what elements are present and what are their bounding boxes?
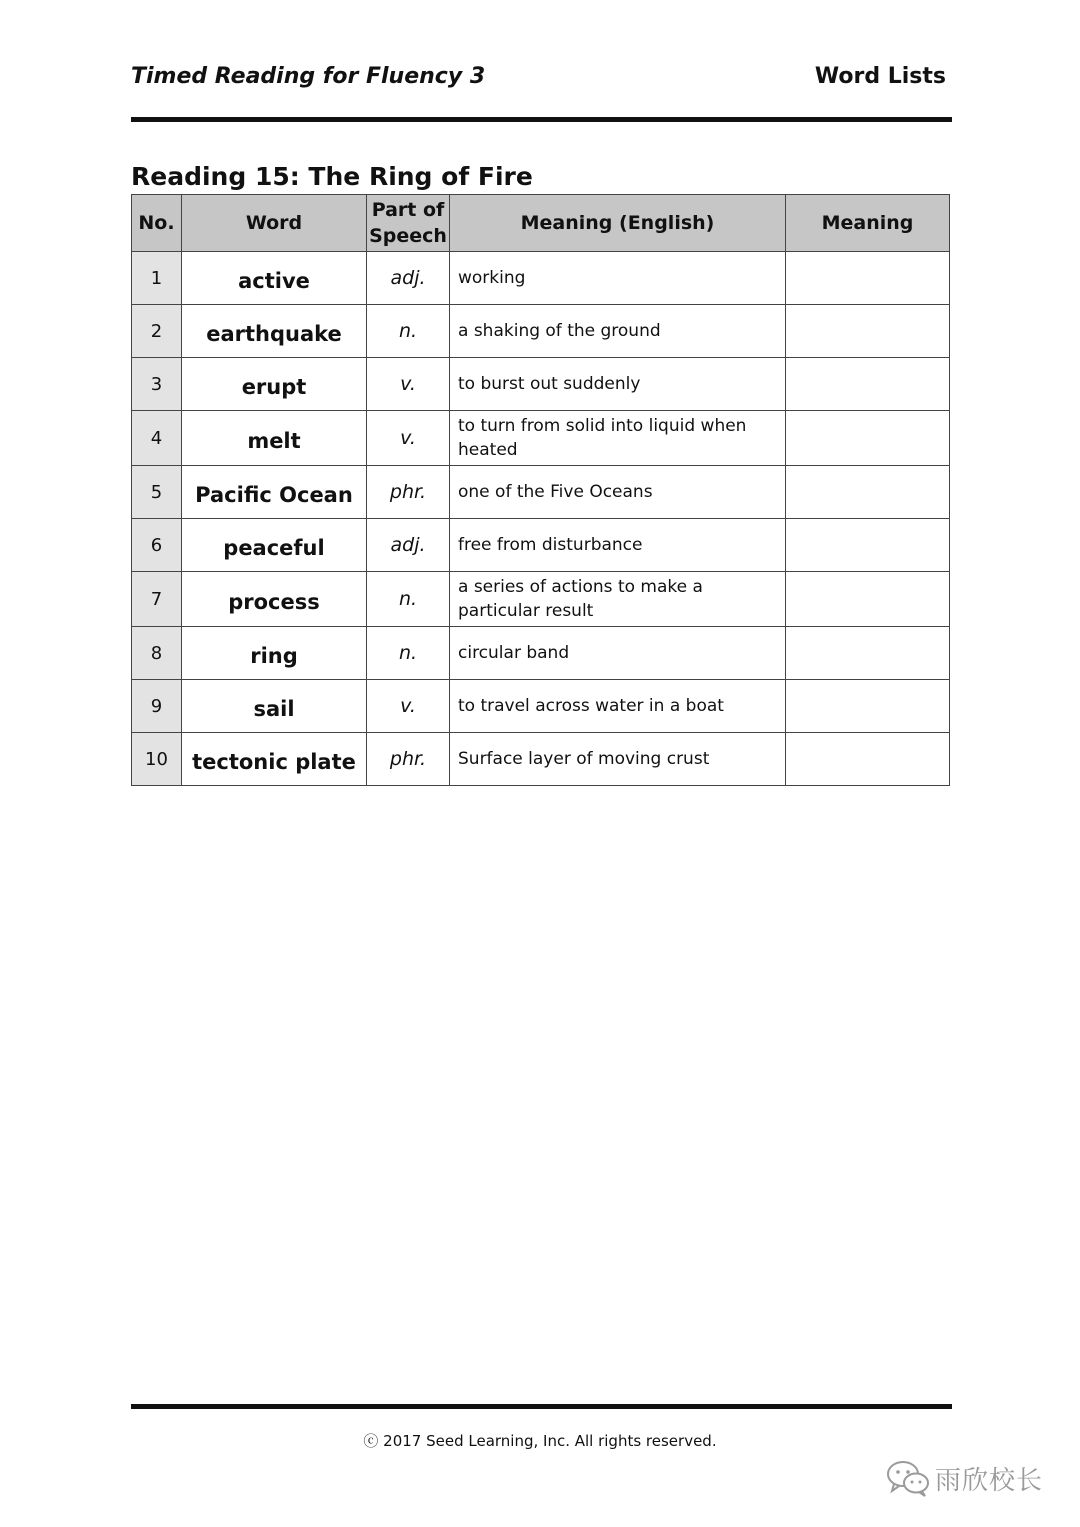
vocab-word: ring [182, 627, 367, 680]
english-definition: circular band [450, 627, 786, 680]
meaning-blank[interactable] [786, 466, 950, 519]
header-divider [131, 117, 952, 122]
vocab-word: process [182, 572, 367, 627]
row-number: 8 [132, 627, 182, 680]
english-definition: to travel across water in a boat [450, 680, 786, 733]
part-of-speech: v. [367, 358, 450, 411]
part-of-speech: n. [367, 627, 450, 680]
vocab-word: sail [182, 680, 367, 733]
row-number: 9 [132, 680, 182, 733]
row-number: 3 [132, 358, 182, 411]
vocab-word: melt [182, 411, 367, 466]
table-row [132, 252, 950, 305]
row-number: 6 [132, 519, 182, 572]
header-pos-line2: Speech [369, 225, 447, 247]
part-of-speech: phr. [367, 466, 450, 519]
meaning-blank[interactable] [786, 572, 950, 627]
footer-divider [131, 1404, 952, 1409]
word-list-table [131, 194, 950, 786]
meaning-blank[interactable] [786, 680, 950, 733]
row-number: 10 [132, 733, 182, 786]
english-definition: to burst out suddenly [450, 358, 786, 411]
meaning-blank[interactable] [786, 305, 950, 358]
english-definition: a shaking of the ground [450, 305, 786, 358]
header-meaning-english: Meaning (English) [450, 195, 786, 252]
row-number: 2 [132, 305, 182, 358]
part-of-speech: n. [367, 572, 450, 627]
part-of-speech: v. [367, 680, 450, 733]
english-definition: free from disturbance [450, 519, 786, 572]
row-number: 5 [132, 466, 182, 519]
table-row [132, 519, 950, 572]
row-number: 4 [132, 411, 182, 466]
page-header [131, 60, 946, 96]
table-row [132, 680, 950, 733]
meaning-blank[interactable] [786, 358, 950, 411]
copyright-notice: ⓒ 2017 Seed Learning, Inc. All rights reserved. [363, 1432, 717, 1450]
vocab-word: earthquake [182, 305, 367, 358]
part-of-speech: v. [367, 411, 450, 466]
row-number: 7 [132, 572, 182, 627]
vocab-word: active [182, 252, 367, 305]
part-of-speech: phr. [367, 733, 450, 786]
meaning-blank[interactable] [786, 733, 950, 786]
meaning-blank[interactable] [786, 411, 950, 466]
header-no: No. [132, 195, 182, 252]
table-row [132, 411, 950, 466]
part-of-speech: n. [367, 305, 450, 358]
part-of-speech: adj. [367, 519, 450, 572]
vocab-word: tectonic plate [182, 733, 367, 786]
english-definition: a series of actions to make a particular result [450, 572, 786, 627]
table-row [132, 572, 950, 627]
header-pos-line1: Part of [371, 199, 445, 221]
watermark [885, 1458, 1043, 1498]
vocab-word: erupt [182, 358, 367, 411]
table-row [132, 627, 950, 680]
meaning-blank[interactable] [786, 627, 950, 680]
english-definition: to turn from solid into liquid when heated [450, 411, 786, 466]
vocab-word: peaceful [182, 519, 367, 572]
watermark-text: 雨欣校长 [935, 1465, 1044, 1496]
book-title: Timed Reading for Fluency 3 [131, 64, 486, 89]
table-row [132, 305, 950, 358]
table-header-row [132, 195, 950, 252]
english-definition: one of the Five Oceans [450, 466, 786, 519]
table-row [132, 358, 950, 411]
header-meaning: Meaning [786, 195, 950, 252]
meaning-blank[interactable] [786, 519, 950, 572]
header-part-of-speech [367, 195, 450, 252]
vocab-word: Pacific Ocean [182, 466, 367, 519]
header-word: Word [182, 195, 367, 252]
section-label: Word Lists [814, 64, 946, 89]
part-of-speech: adj. [367, 252, 450, 305]
meaning-blank[interactable] [786, 252, 950, 305]
table-row [132, 466, 950, 519]
wechat-icon [885, 1458, 931, 1498]
english-definition: Surface layer of moving crust [450, 733, 786, 786]
row-number: 1 [132, 252, 182, 305]
reading-title: Reading 15: The Ring of Fire [131, 162, 533, 191]
table-row [132, 733, 950, 786]
english-definition: working [450, 252, 786, 305]
